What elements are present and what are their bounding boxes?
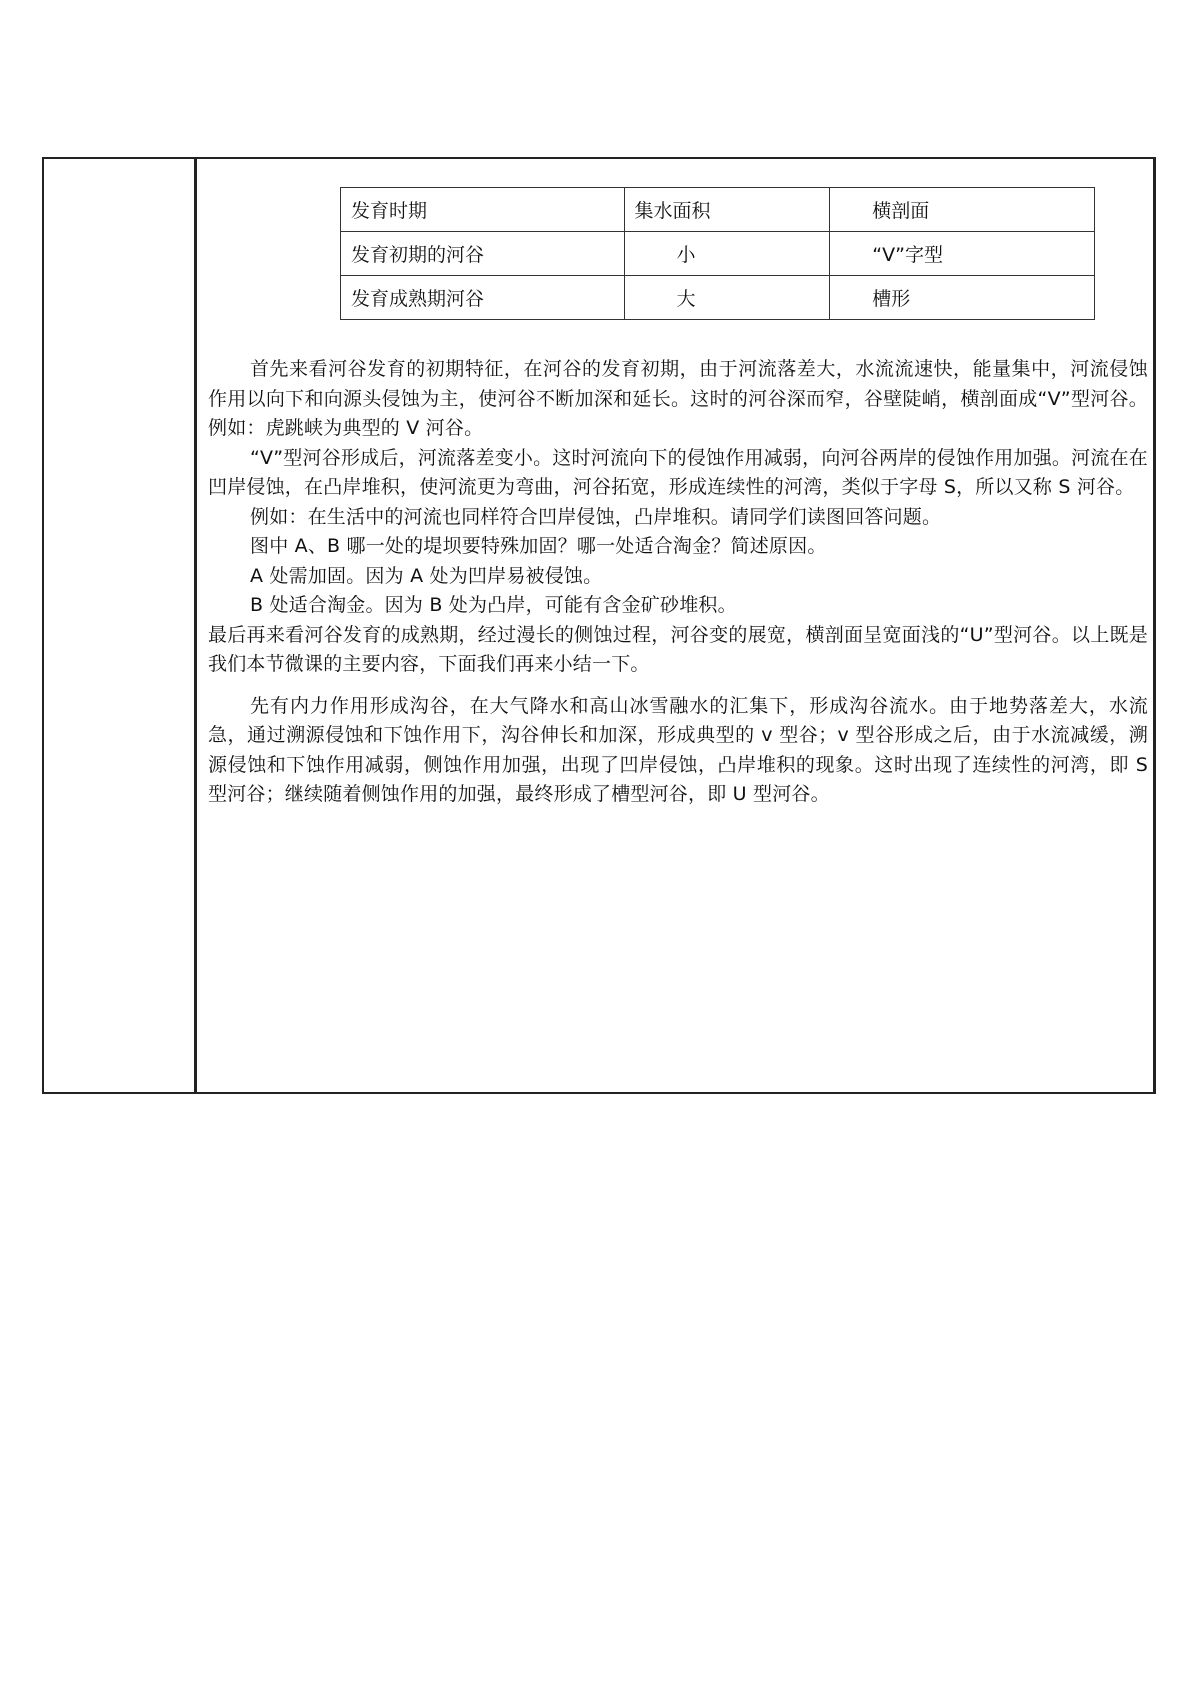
header-cell-cross-section: 横剖面 xyxy=(830,188,1095,232)
table-header-row xyxy=(341,188,1095,232)
table-row xyxy=(341,276,1095,320)
cell-catchment-area: 小 xyxy=(624,232,830,276)
cell-period: 发育初期的河谷 xyxy=(341,232,625,276)
cell-catchment-area: 大 xyxy=(624,276,830,320)
paragraph-answer-b: B 处适合淘金。因为 B 处为凸岸，可能有含金矿砂堆积。 xyxy=(250,594,737,616)
cell-cross-section: 槽形 xyxy=(830,276,1095,320)
paragraph-initial-stage: 首先来看河谷发育的初期特征，在河谷的发育初期，由于河流落差大，水流流速快，能量集中，河流侵蚀作用以向下和向源头侵蚀为主，使河谷不断加深和延长。这时的河谷深而窄，谷壁陡峭，横剖面成“V”型河谷。例如：虎跳峡为典型的 V 河谷。 xyxy=(208,358,1148,439)
header-cell-catchment-area: 集水面积 xyxy=(624,188,830,232)
cell-period: 发育成熟期河谷 xyxy=(341,276,625,320)
header-cell-period: 发育时期 xyxy=(341,188,625,232)
paragraph-summary: 先有内力作用形成沟谷，在大气降水和高山冰雪融水的汇集下，形成沟谷流水。由于地势落差大，水流急，通过溯源侵蚀和下蚀作用下，沟谷伸长和加深，形成典型的 v 型谷；v 型谷形成之后，由于水流减缓，溯源侵蚀和下蚀作用减弱，侧蚀作用加强，出现了凹岸侵蚀，凸岸堆积的现象。这时出现了连续性的河湾，即 S 型河谷；继续随着侧蚀作用的加强，最终形成了槽型河谷，即 U 型河谷。 xyxy=(208,694,1148,805)
paragraph-mature-stage: 最后再来看河谷发育的成熟期，经过漫长的侧蚀过程，河谷变的展宽，横剖面呈宽面浅的“U”型河谷。以上既是我们本节微课的主要内容，下面我们再来小结一下。 xyxy=(208,623,1148,675)
cell-cross-section: “V”字型 xyxy=(830,232,1095,276)
paragraph-question: 图中 A、B 哪一处的堤坝要特殊加固？哪一处适合淘金？简述原因。 xyxy=(250,535,827,557)
paragraph-example: 例如：在生活中的河流也同样符合凹岸侵蚀，凸岸堆积。请同学们读图回答问题。 xyxy=(250,505,942,528)
outer-table-frame xyxy=(42,157,1156,1094)
paragraph-answer-a: A 处需加固。因为 A 处为凹岸易被侵蚀。 xyxy=(250,564,603,587)
column-divider xyxy=(194,159,197,1092)
paragraph-v-valley: “V”型河谷形成后，河流落差变小。这时河流向下的侵蚀作用减弱，向河谷两岸的侵蚀作用加强。河流在在凹岸侵蚀，在凸岸堆积，使河流更为弯曲，河谷拓宽，形成连续性的河湾，类似于字母 S，所以又称 S 河谷。 xyxy=(208,446,1148,498)
valley-development-table xyxy=(340,187,1095,320)
table-row xyxy=(341,232,1095,276)
content-cell xyxy=(208,159,1148,1092)
body-text xyxy=(208,355,1148,810)
